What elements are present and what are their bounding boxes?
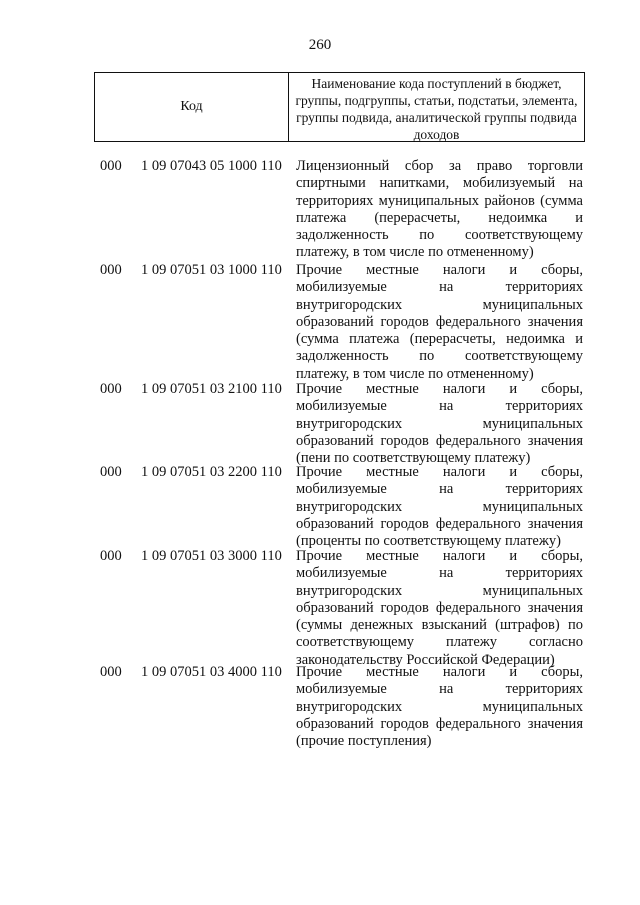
table-row (0, 664, 640, 754)
row-group-code: 000 (100, 548, 122, 564)
table-row (0, 158, 640, 262)
table-body (0, 158, 640, 754)
row-description: Лицензионный сбор за право торговли спиртными напитками, мобилизуемый на территориях муниципальных районов (сумма платежа (перерасчеты, недоимка и задолженность по соответствующему платежу, в том числе по отмененному) (296, 158, 583, 261)
row-description: Прочие местные налоги и сборы, мобилизуемые на территориях внутригородских муниципальных образований городов федерального значения (пени по соответствующему платежу) (296, 381, 583, 467)
row-group-code: 000 (100, 381, 122, 397)
row-group-code: 000 (100, 158, 122, 174)
row-income-code: 1 09 07051 03 2100 110 (141, 381, 282, 397)
row-description: Прочие местные налоги и сборы, мобилизуемые на территориях внутригородских муниципальных образований городов федерального значения (проценты по соответствующему платежу) (296, 464, 583, 550)
row-income-code: 1 09 07051 03 1000 110 (141, 262, 282, 278)
row-income-code: 1 09 07051 03 4000 110 (141, 664, 282, 680)
row-income-code: 1 09 07051 03 3000 110 (141, 548, 282, 564)
header-code-label: Код (95, 73, 289, 141)
row-group-code: 000 (100, 664, 122, 680)
page-number: 260 (308, 37, 332, 53)
row-group-code: 000 (100, 464, 122, 480)
table-row (0, 548, 640, 668)
table-row (0, 381, 640, 467)
table-row (0, 464, 640, 548)
row-description: Прочие местные налоги и сборы, мобилизуемые на территориях внутригородских муниципальных образований городов федерального значения (прочие поступления) (296, 664, 583, 750)
row-income-code: 1 09 07051 03 2200 110 (141, 464, 282, 480)
row-description: Прочие местные налоги и сборы, мобилизуемые на территориях внутригородских муниципальных образований городов федерального значения (сумма платежа (перерасчеты, недоимка и задолженность по соответствующему платежу, в том числе по отмененному) (296, 262, 583, 382)
row-group-code: 000 (100, 262, 122, 278)
table-header (94, 72, 585, 142)
row-income-code: 1 09 07043 05 1000 110 (141, 158, 282, 174)
header-name-label: Наименование кода поступлений в бюджет, группы, подгруппы, статьи, подстатьи, элемента, группы подвида, аналитической группы подвида доходов (295, 76, 578, 142)
row-description: Прочие местные налоги и сборы, мобилизуемые на территориях внутригородских муниципальных образований городов федерального значения (суммы денежных взысканий (штрафов) по соответствующему платежу согласно законодательству Российской Федерации) (296, 548, 583, 668)
table-row (0, 262, 640, 381)
